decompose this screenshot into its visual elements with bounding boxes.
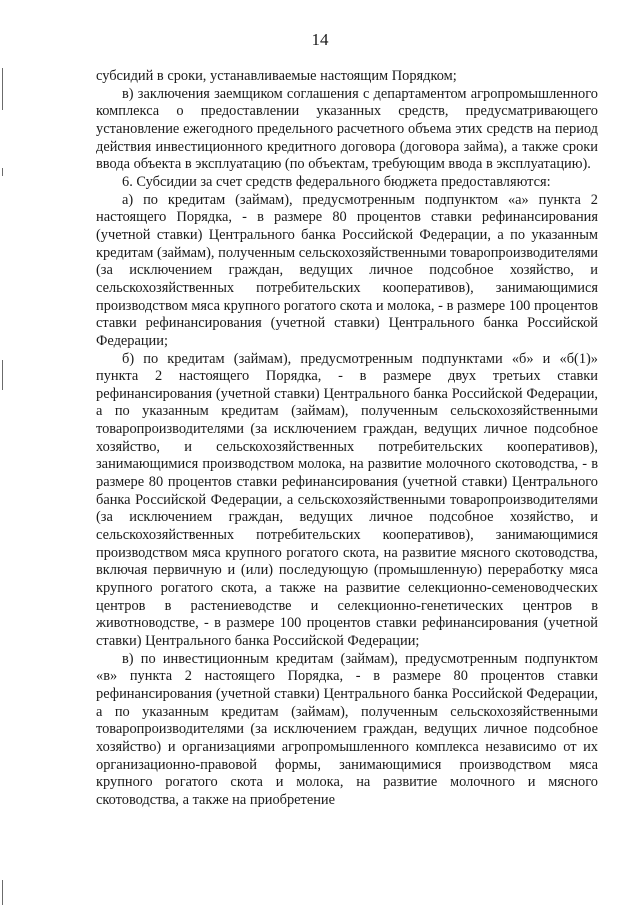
paragraph-continuation: субсидий в сроки, устанавливаемые настоящим Порядком;: [96, 68, 457, 84]
scan-edge-mark: [2, 68, 3, 110]
document-body: [96, 68, 598, 810]
scan-edge-mark: [2, 360, 3, 390]
paragraph-item-b: б) по кредитам (займам), предусмотренным подпунктами «б» и «б(1)» пункта 2 настоящего Порядка, - в размере двух третьих ставки рефинансирования (учетной ставки) Центрального банка Российской Федерации, а по указанным кредитам (займам), полученным сельскохозяйственными товаропроизводителями (за исключением граждан, ведущих личное подсобное хозяйство, и сельскохозяйственных потребительских кооперативов), занимающимися производством молока, на развитие молочного скотоводства, - в размере 80 процентов ставки рефинансирования (учетной ставки) Центрального банка Российской Федерации, а сельскохозяйственными товаропроизводителями (за исключением граждан, ведущих личное подсобное хозяйство, и сельскохозяйственных потребительских кооперативов), занимающимися производством мяса крупного рогатого скота, на развитие мясного скотоводства, включая первичную и (или) последующую (промышленную) переработку мяса крупного рогатого скота, а также на развитие селекционно-семеноводческих центров в растениеводстве и селекционно-генетических центров в животноводстве, - в размере 100 процентов ставки рефинансирования (учетной ставки) Центрального банка Российской Федерации;: [96, 350, 598, 649]
scan-edge-mark: [2, 168, 3, 176]
page-number: 14: [311, 30, 329, 49]
paragraph-item-a: а) по кредитам (займам), предусмотренным подпунктом «а» пункта 2 настоящего Порядка, - в размере 80 процентов ставки рефинансирования (учетной ставки) Центрального банка Российской Федерации, а по указанным кредитам (займам), полученным сельскохозяйственными товаропроизводителями (за исключением граждан, ведущих личное подсобное хозяйство, и сельскохозяйственных потребительских кооперативов), занимающимися производством мяса крупного рогатого скота и молока, - в размере 100 процентов ставки рефинансирования (учетной ставки) Центрального банка Российской Федерации;: [96, 191, 598, 349]
scan-edge-mark: [2, 880, 3, 905]
paragraph-item-v-agreement: в) заключения заемщиком соглашения с департаментом агропромышленного комплекса о предоставлении указанных средств, предусматривающего установление ежегодного предельного расчетного объема этих средств на период действия инвестиционного кредитного договора (договора займа), а также сроки ввода объекта в эксплуатацию (по объектам, требующим ввода в эксплуатацию).: [96, 85, 598, 173]
paragraph-section-6: 6. Субсидии за счет средств федерального бюджета предоставляются:: [122, 173, 551, 190]
paragraph-item-v: в) по инвестиционным кредитам (займам), предусмотренным подпунктом «в» пункта 2 настоящего Порядка, - в размере 80 процентов ставки рефинансирования (учетной ставки) Центрального банка Российской Федерации, а по указанным кредитам (займам), полученным сельскохозяйственными товаропроизводителями (за исключением граждан, ведущих личное подсобное хозяйство) и организациями агропромышленного комплекса независимо от их организационно-правовой формы, занимающимися производством мяса крупного рогатого скота и молока, на развитие молочного и мясного скотоводства, а также на приобретение: [96, 650, 598, 808]
